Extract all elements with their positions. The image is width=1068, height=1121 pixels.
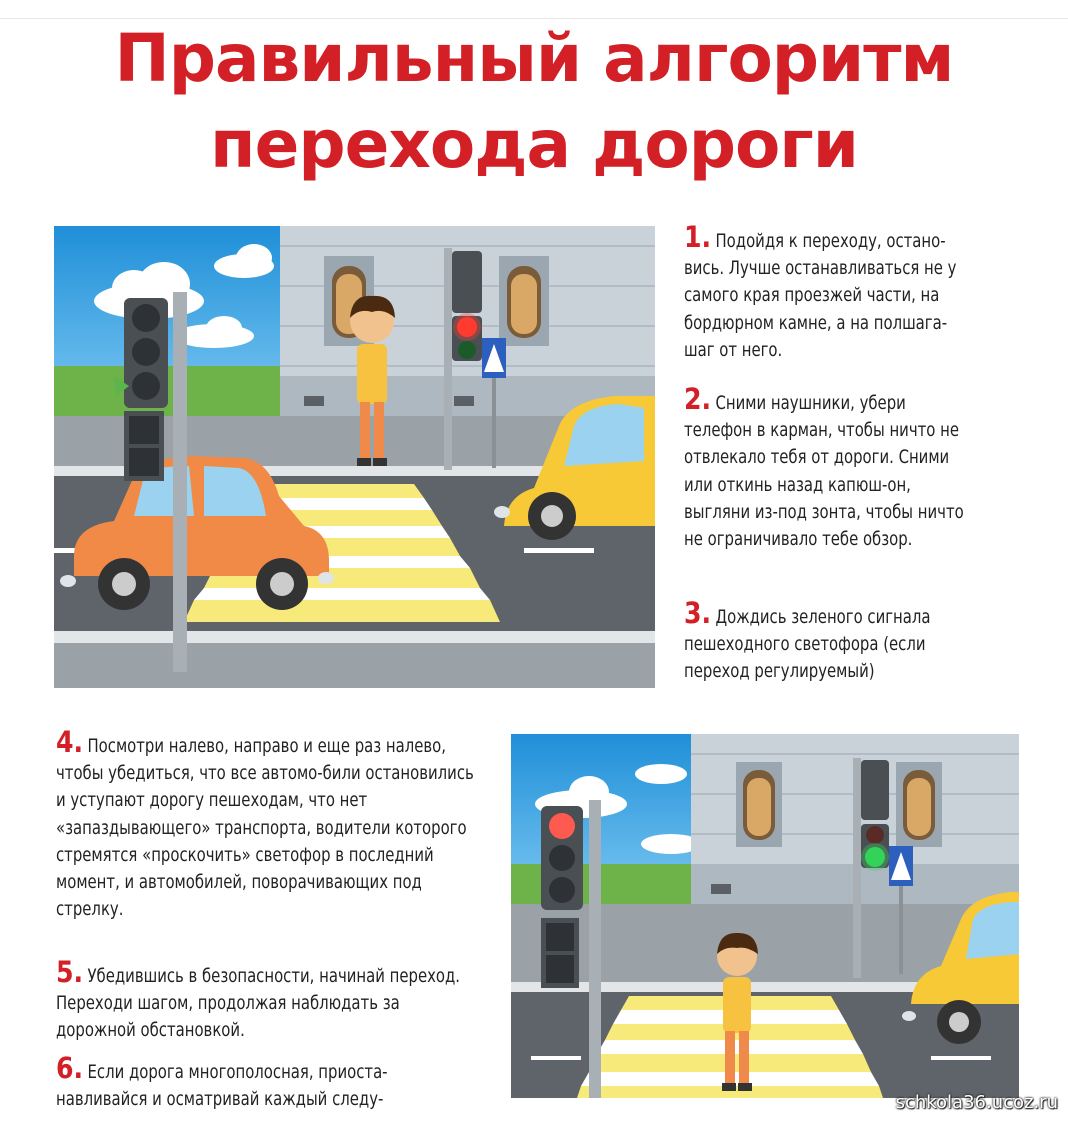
- step-text: Дождись зеленого сигнала пешеходного светофора (если переход регулируемый): [684, 606, 931, 683]
- page-title-line-2: перехода дороги: [209, 106, 859, 183]
- step-number: 4.: [56, 725, 84, 759]
- top-divider: [0, 18, 1068, 19]
- step-number: 5.: [56, 955, 84, 989]
- step-6: [56, 1051, 475, 1111]
- step-number: 6.: [56, 1051, 84, 1085]
- step-text: Подойдя к переходу, остано-вись. Лучше останавливаться не у самого края проезжей части, на бордюрном камне, а на полшага-шаг от него.: [684, 230, 957, 361]
- step-4: [56, 725, 475, 923]
- step-number: 2.: [684, 382, 712, 416]
- step-text: Убедившись в безопасности, начинай переход. Переходи шагом, продолжая наблюдать за дорожной обстановкой.: [56, 965, 461, 1042]
- step-text: Сними наушники, убери телефон в карман, чтобы ничто не отвлекало тебя от дороги. Сними или откинь назад капюш-он, выгляни из-под зонта, чтобы ничто не ограничивало тебе обзор.: [684, 392, 964, 551]
- step-3: [684, 596, 971, 686]
- crossing-illustration-2: [511, 734, 1019, 1098]
- page-title-line-1: Правильный алгоритм: [114, 20, 954, 97]
- step-number: 1.: [684, 220, 712, 254]
- step-5: [56, 955, 475, 1045]
- step-1: [684, 220, 971, 364]
- step-text: Посмотри налево, направо и еще раз налево, чтобы убедиться, что все автомо-били остановились и уступают дорогу пешеходам, что нет «запаздывающего» транспорта, водители которого стремятся «проскочить» светофор в последний момент, и автомобилей, поворачивающих под стрелку.: [56, 735, 474, 921]
- site-watermark: schkola36.ucoz.ru: [895, 1092, 1058, 1113]
- crossing-illustration-1: [54, 226, 655, 688]
- step-number: 3.: [684, 596, 712, 630]
- step-text: Если дорога многополосная, приоста-навливайся и осматривай каждый следу-: [56, 1061, 388, 1111]
- step-2: [684, 382, 975, 553]
